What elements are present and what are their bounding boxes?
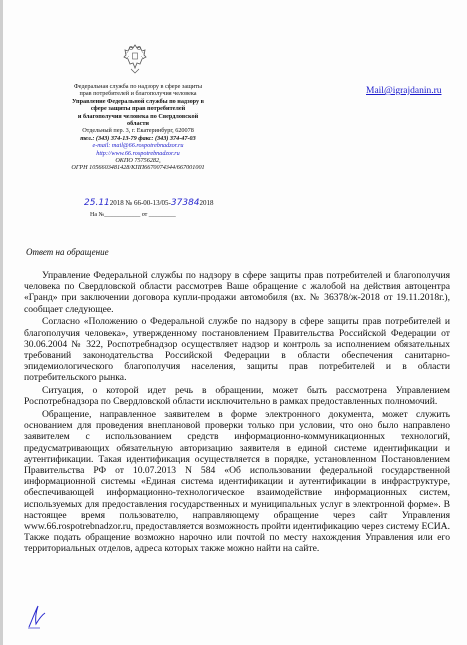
header-phone-fax: тел.: (343) 374-13-79 факс: (343) 374-47-03: [80, 134, 196, 142]
sender-header: [38, 83, 238, 172]
header-ogrn: ОГРН 1056603481428/КПП6670074344/667001001: [71, 164, 205, 172]
handwritten-number: 37384: [170, 198, 200, 208]
header-line-agency-2: прав потребителей и благополучия человека: [79, 90, 197, 98]
outgoing-date-number: [84, 198, 214, 208]
letter-body: [24, 270, 450, 556]
body-paragraph: Управление Федеральной службы по надзору в сфере защиты прав потребителей и благополучия человека по Свердловской области рассмотрев Ваше обращение с жалобой на действия автоцентра «Гранд» при заключении договора купли-продажи автомобиля (вх. № 36378/ж-2018 от 19.11.2018г.), сообщает следующее.: [24, 270, 450, 315]
body-paragraph: Обращение, направленное заявителем в форме электронного документа, может служить основанием для проведения внеплановой проверки только при условии, что оно было направлено заявителем с использованием средств информационно-коммуникационных технологий, предусматривающих обязательную авторизацию заявителя в единой системе идентификации и аутентификации. Такая идентификация осуществляется в порядке, установленном Постановлением Правительства РФ от 10.07.2013 N 584 «Об использовании федеральной государственной информационной системы «Единая система идентификации и аутентификации в инфраструктуре, обеспечивающей информационно-технологическое взаимодействие информационных систем, используемых для предоставления государственных и муниципальных услуг в электронной форме». В настоящее время пользователю, направляющему обращение через сайт Управления www.66.rospotrebnadzor.ru, предоставляется возможность пройти идентификацию через систему ЕСИА. Также подать обращение возможно нарочно или почтой по месту нахождения Управления или его территориальных отделов, адреса которых также можно найти на сайте.: [24, 408, 450, 555]
recipient-mail[interactable]: Mail@igrajdanin.ru: [366, 86, 442, 96]
header-website-link[interactable]: http://www.66.rospotrebnadzor.ru: [96, 149, 180, 157]
header-okpo: ОКПО 75756282,: [115, 157, 161, 165]
outgoing-year: 2018: [199, 199, 214, 207]
document-title: Ответ на обращение: [26, 247, 109, 257]
header-line-office: Управление Федеральной службы по надзору в: [71, 97, 205, 105]
body-paragraph: Согласно «Положению о Федеральной службе по надзору в сфере защиты прав потребителей и благополучия человека», утвержденному постановлением Правительства Российской Федерации от 30.06.2004 № 322, Роспотребнадзор осуществляет надзор и контроль за исполнением обязательных требований законодательства Российской Федерации в области обеспечения санитарно-эпидемиологического благополучия населения, защиты прав потребителей и в области потребительского рынка.: [24, 316, 450, 384]
header-line-agency: Федеральная служба по надзору в сфере защиты: [73, 83, 203, 90]
body-paragraph: Ситуация, о которой идет речь в обращении, может быть рассмотрена Управлением Роспотребнадзора по Свердловской области исключительно в рамках предоставленных полномочий.: [24, 385, 450, 408]
handwritten-date: 25.11: [84, 198, 110, 208]
reference-line: На №____________ от _________: [90, 212, 176, 218]
header-line-office-3: и благополучия человека по Свердловской: [77, 112, 199, 120]
outgoing-number-prefix: 2018 № 66-00-13/05-: [109, 199, 171, 207]
header-line-office-4: области: [127, 120, 149, 128]
scan-edge: [0, 0, 3, 645]
header-address: Отдельный пер. 3, г. Екатеринбург, 620078: [82, 127, 194, 135]
coat-of-arms-icon: [122, 42, 148, 76]
header-line-office-2: сфере защиты прав потребителей: [90, 105, 186, 113]
signature-icon: [26, 602, 48, 630]
header-email-link[interactable]: e-mail: mail@66.rospotrebnadzor.ru: [92, 142, 184, 150]
